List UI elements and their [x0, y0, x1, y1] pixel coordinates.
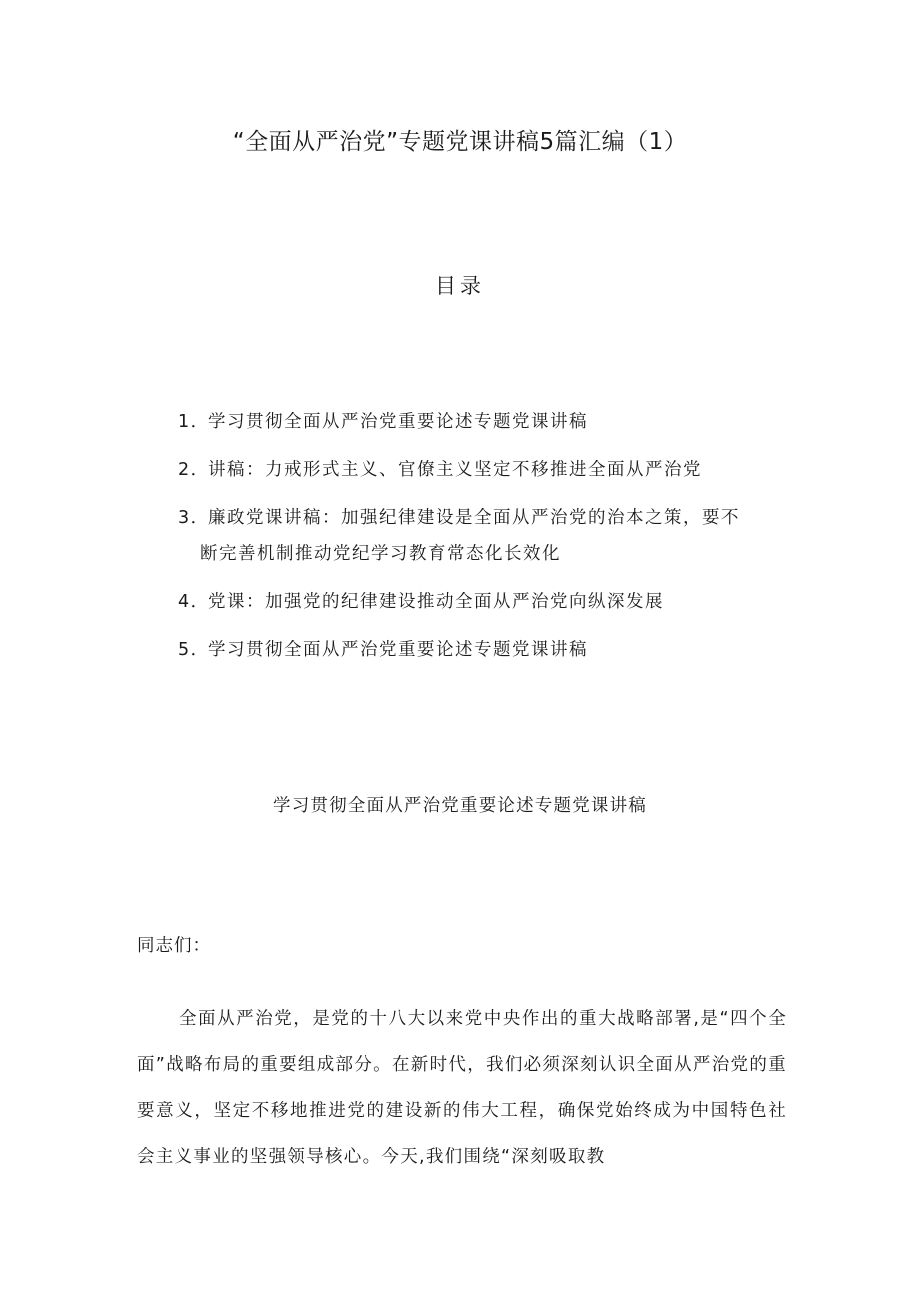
toc-item-text: 学习贯彻全面从严治党重要论述专题党课讲稿 — [208, 412, 588, 432]
toc-item-number: 4． — [178, 592, 210, 612]
toc-item-number: 1． — [178, 412, 210, 432]
toc-item[interactable] — [0, 500, 920, 572]
section-title: 学习贯彻全面从严治党重要论述专题党课讲稿 — [273, 796, 647, 816]
toc-item-number: 3． — [178, 508, 210, 528]
salutation: 同志们： — [137, 936, 211, 956]
toc-heading: 目录 — [435, 274, 485, 298]
toc-item-text: 党课：加强党的纪律建设推动全面从严治党向纵深发展 — [208, 592, 664, 612]
document-title: “全面从严治党”专题党课讲稿5篇汇编（1） — [232, 129, 688, 155]
body-paragraph: 全面从严治党，是党的十八大以来党中央作出的重大战略部署,是“四个全面”战略布局的重要组成部分。在新时代，我们必须深刻认识全面从严治党的重要意义，坚定不移地推进党的建设新的伟大工程，确保党始终成为中国特色社会主义事业的坚强领导核心。今天,我们围绕“深刻吸取教 — [137, 1009, 787, 1167]
toc-item-text: 学习贯彻全面从严治党重要论述专题党课讲稿 — [208, 640, 588, 660]
toc-item[interactable] — [0, 452, 920, 488]
toc-item-number: 5． — [178, 640, 210, 660]
toc-item-text: 讲稿：力戒形式主义、官僚主义坚定不移推进全面从严治党 — [208, 460, 702, 480]
toc-item[interactable] — [0, 584, 920, 620]
toc-item-number: 2． — [178, 460, 210, 480]
toc-item-text-continuation: 断完善机制推动党纪学习教育常态化长效化 — [200, 544, 561, 564]
toc-item[interactable] — [0, 632, 920, 668]
toc-item-text: 廉政党课讲稿：加强纪律建设是全面从严治党的治本之策，要不 — [208, 508, 740, 528]
table-of-contents — [0, 404, 920, 680]
toc-item[interactable] — [0, 404, 920, 440]
